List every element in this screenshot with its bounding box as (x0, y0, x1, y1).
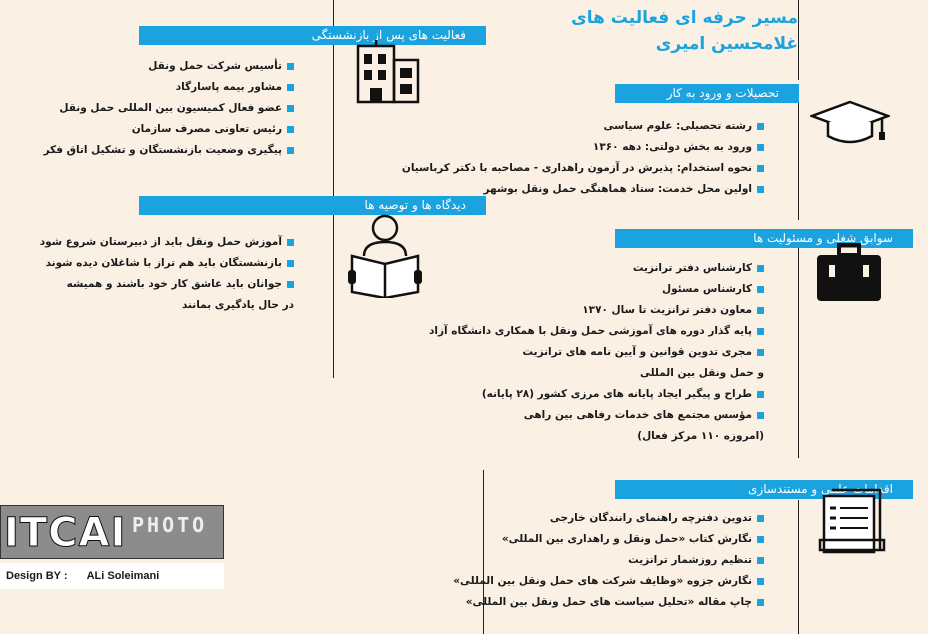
bullet-icon (287, 84, 294, 91)
watermark-logo (0, 505, 224, 591)
list-item: کارشناس دفتر ترانزیت (429, 258, 764, 279)
bullet-icon (757, 165, 764, 172)
designer-name: ALi Soleimani (86, 570, 160, 582)
bullet-icon (757, 412, 764, 419)
list-item: تدوین دفترچه راهنمای رانندگان خارجی (453, 508, 764, 529)
list-item: عضو فعال کمیسیون بین المللی حمل ونقل (43, 98, 294, 119)
bullet-icon (757, 536, 764, 543)
document-list-icon (818, 486, 888, 562)
list-item-continuation: (امروزه ۱۱۰ مرکز فعال) (637, 430, 764, 442)
list-item: تأسیس شرکت حمل ونقل (43, 56, 294, 77)
list-item: جوانان باید عاشق کار خود باشند و همیشه (40, 274, 294, 295)
list-item: مشاور بیمه پاسارگاد (43, 77, 294, 98)
logo-wordmark: ITCAI (4, 510, 127, 556)
briefcase-icon (815, 243, 883, 303)
views-list (40, 232, 294, 316)
list-item: طراح و پیگیر ایجاد پایانه های مرزی کشور (۲۸ پایانه) (429, 384, 764, 405)
reader-icon (346, 212, 424, 298)
list-item: مؤسس مجتمع های خدمات رفاهی بین راهی (429, 405, 764, 426)
graduation-cap-icon (810, 98, 890, 148)
divider-right-mid (798, 100, 799, 220)
list-item-continuation: و حمل ونقل بین المللی (640, 367, 764, 379)
list-item-continuation: در حال یادگیری بمانند (181, 299, 294, 311)
list-item: تنظیم روزشمار ترانزیت (453, 550, 764, 571)
divider-left (333, 0, 334, 378)
bullet-icon (757, 391, 764, 398)
bullet-icon (757, 578, 764, 585)
list-item: چاپ مقاله «تحلیل سیاست های حمل ونقل بین المللی» (453, 592, 764, 613)
bullet-icon (757, 515, 764, 522)
education-heading: تحصیلات و ورود به کار (615, 84, 799, 103)
career-list (429, 258, 764, 447)
education-list (402, 116, 764, 200)
bullet-icon (287, 239, 294, 246)
list-item: بازنشستگان باید هم تراز با شاغلان دیده شوند (40, 253, 294, 274)
divider-right-academic (798, 500, 799, 634)
bullet-icon (757, 123, 764, 130)
list-item: معاون دفتر ترانزیت تا سال ۱۳۷۰ (429, 300, 764, 321)
academic-heading: اقدامات علمی و مستندسازی (615, 480, 913, 499)
views-heading: دیدگاه ها و توصیه ها (139, 196, 486, 215)
list-item: کارشناس مسئول (429, 279, 764, 300)
bullet-icon (757, 186, 764, 193)
list-item: آموزش حمل ونقل باید از دبیرستان شروع شود (40, 232, 294, 253)
bullet-icon (287, 63, 294, 70)
bullet-icon (287, 105, 294, 112)
bullet-icon (757, 307, 764, 314)
bullet-icon (287, 281, 294, 288)
logo-photo-label: PHOTO (132, 513, 208, 537)
retirement-list (43, 56, 294, 161)
divider-right-career (798, 248, 799, 458)
career-heading: سوابق شغلی و مسئولیت ها (615, 229, 913, 248)
divider-right (798, 0, 799, 80)
title-line-1: مسیر حرفه ای فعالیت های (571, 8, 798, 28)
bullet-icon (757, 349, 764, 356)
retirement-heading: فعالیت های پس از بازنشستگی (139, 26, 486, 45)
design-credit (0, 563, 224, 589)
bullet-icon (287, 147, 294, 154)
list-item: نحوه استخدام: پذیرش در آزمون راهداری - مصاحبه با دکتر کرباسیان (402, 158, 764, 179)
bullet-icon (757, 328, 764, 335)
bullet-icon (757, 286, 764, 293)
bullet-icon (287, 260, 294, 267)
list-item: مجری تدوین قوانین و آیین نامه های ترانزیت (429, 342, 764, 363)
title-line-2: غلامحسین امیری (655, 34, 798, 54)
list-item: رئیس تعاونی مصرف سازمان (43, 119, 294, 140)
page-title (571, 5, 798, 57)
bullet-icon (757, 599, 764, 606)
list-item: پیگیری وضعیت بازنشستگان و تشکیل اتاق فکر (43, 140, 294, 161)
bullet-icon (287, 126, 294, 133)
bullet-icon (757, 144, 764, 151)
academic-list (453, 508, 764, 613)
list-item: پایه گذار دوره های آموزشی حمل ونقل با همکاری دانشگاه آزاد (429, 321, 764, 342)
bullet-icon (757, 265, 764, 272)
list-item: ورود به بخش دولتی: دهه ۱۳۶۰ (402, 137, 764, 158)
design-credit-label: Design BY : (6, 570, 68, 582)
list-item: رشته تحصیلی: علوم سیاسی (402, 116, 764, 137)
bullet-icon (757, 557, 764, 564)
list-item: نگارش جزوه «وظایف شرکت های حمل ونقل بین المللی» (453, 571, 764, 592)
building-icon (350, 38, 422, 104)
list-item: اولین محل خدمت: ستاد هماهنگی حمل ونقل بوشهر (402, 179, 764, 200)
list-item: نگارش کتاب «حمل ونقل و راهداری بین المللی» (453, 529, 764, 550)
